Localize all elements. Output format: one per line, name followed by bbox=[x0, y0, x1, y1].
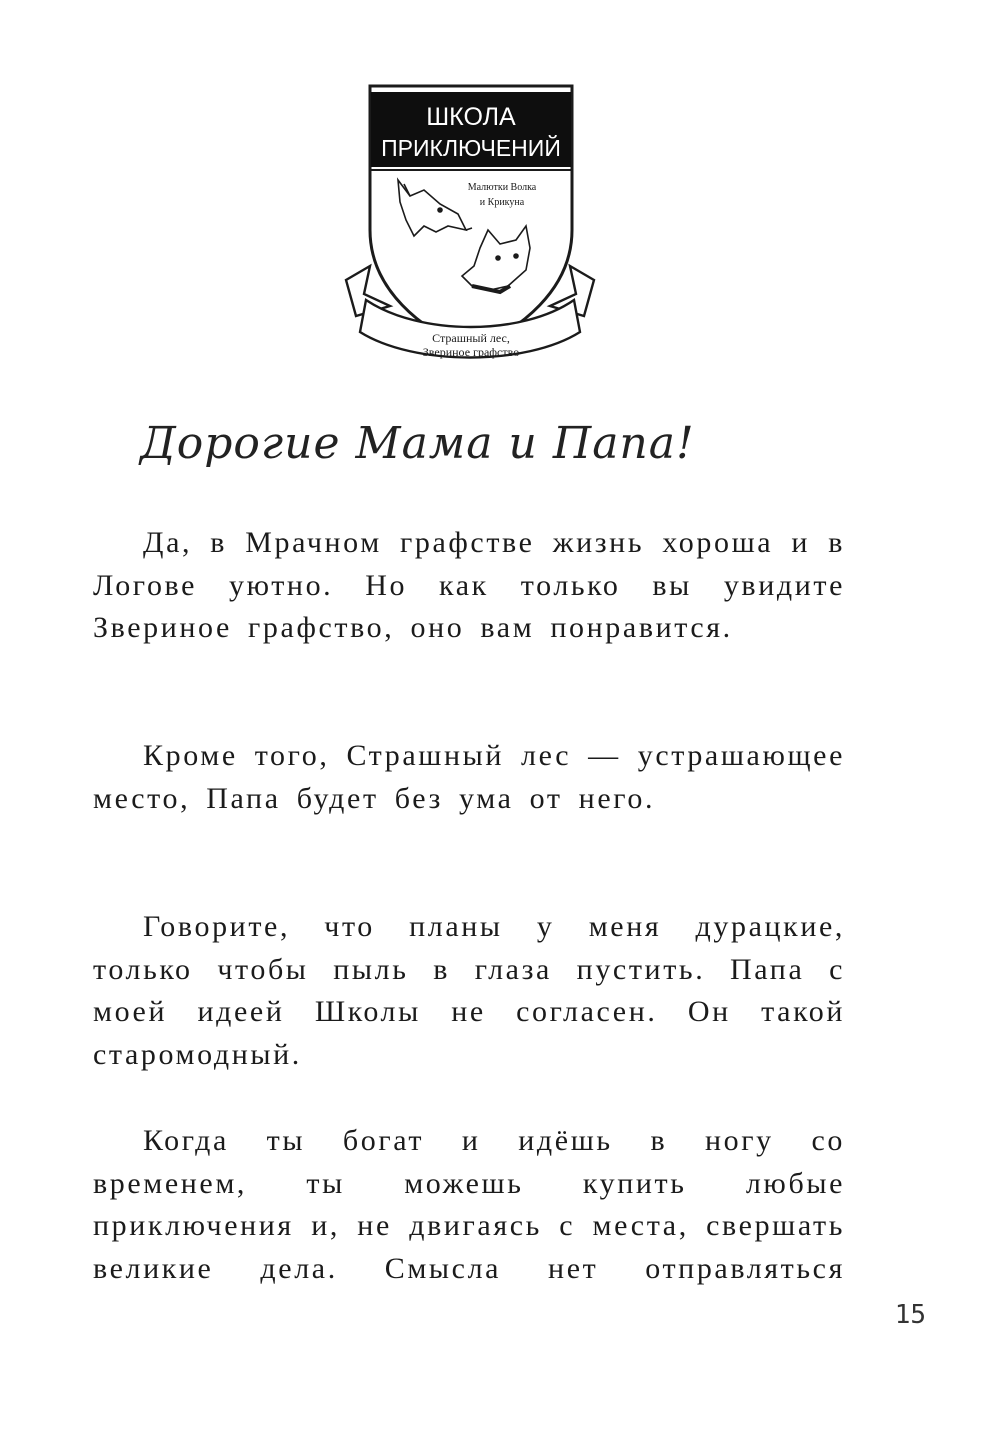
letter-greeting: Дорогие Мама и Папа! bbox=[140, 418, 695, 469]
crest-ribbon-line1: Страшный лес, bbox=[432, 331, 510, 345]
crest-badge-icon bbox=[340, 80, 600, 370]
letter-paragraph-3: Говорите, что планы у меня дурацкие, только чтобы пыль в глаза пустить. Папа с моей идеей Школы не согласен. Он такой старомодный. bbox=[93, 910, 845, 1071]
crest-subtitle-line1: Малютки Волка bbox=[467, 182, 537, 193]
crest-title-line1: ШКОЛА bbox=[426, 103, 516, 131]
page-number: 15 bbox=[894, 1300, 926, 1330]
letter-paragraph-1: Да, в Мрачном графстве жизнь хорошa и в Логове уютно. Но как только вы увидите Звериное графство, оно вам понравится. bbox=[93, 526, 845, 644]
letter-paragraph-4: Когда ты богат и идёшь в ногу со временем, ты можешь купить любые приключения и, не двигаясь с места, свершать великие дела. Смысла нет отправляться bbox=[93, 1124, 845, 1285]
letter-paragraph-2: Кроме того, Страшный лес — устрашающее место, Папа будет без ума от него. bbox=[93, 739, 845, 815]
school-crest bbox=[340, 80, 600, 370]
crest-subtitle-line2: и Крикуна bbox=[479, 197, 525, 208]
crest-ribbon-line2: Звериное графство bbox=[422, 345, 520, 359]
crest-title-line2: ПРИКЛЮЧЕНИЙ bbox=[381, 135, 561, 161]
